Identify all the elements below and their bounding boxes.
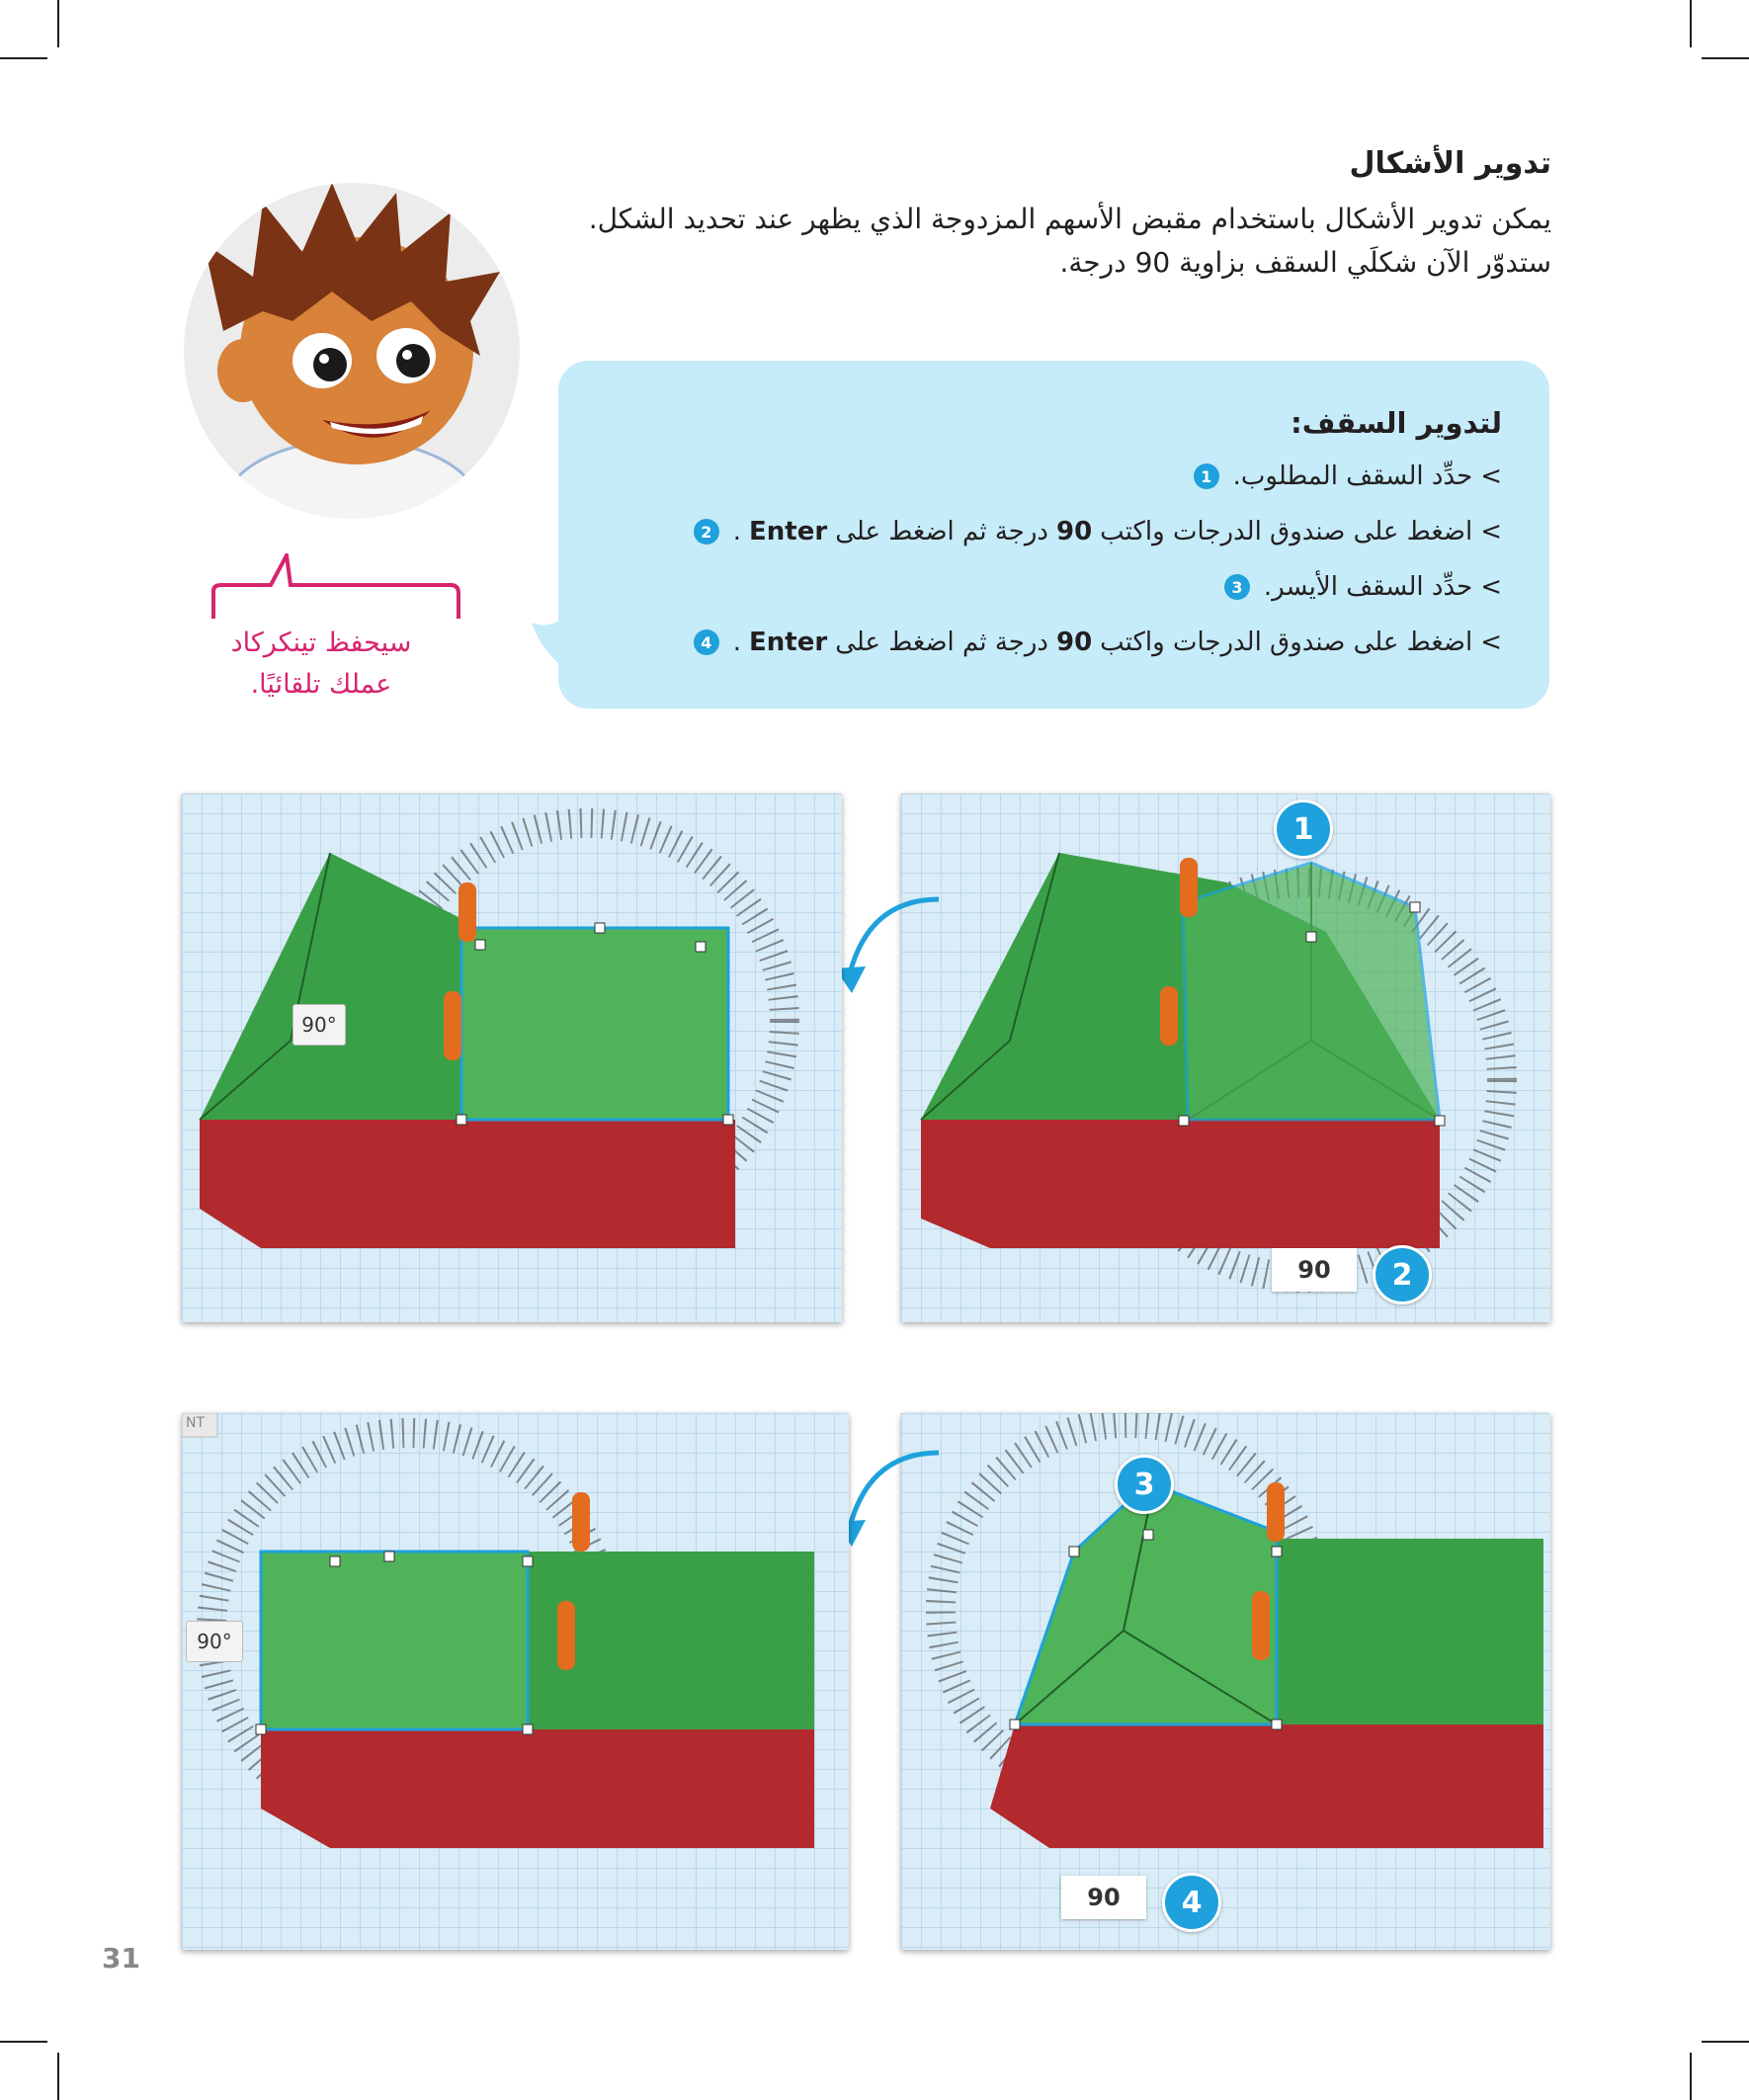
degree-input-box[interactable]: 90 — [1272, 1248, 1357, 1292]
screenshot-step1-2 — [901, 794, 1550, 1322]
step-text: اضغط على صندوق الدرجات واكتب — [1100, 517, 1473, 546]
step-callout: 3 — [1115, 1455, 1174, 1514]
angle-label: 90° — [186, 1621, 243, 1662]
crop-mark — [0, 2041, 47, 2043]
step-number-badge: 4 — [694, 630, 719, 655]
crop-mark — [1702, 2041, 1749, 2043]
page-number: 31 — [102, 1942, 140, 1974]
step-punct: . — [732, 517, 742, 546]
step-text: درجة ثم اضغط على — [835, 628, 1048, 657]
step-callout: 1 — [1274, 799, 1333, 859]
tip-line: عملك تلقائيًا. — [250, 669, 392, 700]
step-bold-key: Enter — [749, 517, 828, 546]
step-callout: 2 — [1373, 1245, 1432, 1304]
tip-text — [188, 623, 455, 706]
curved-arrow-icon — [830, 889, 949, 998]
step-number-badge: 2 — [694, 519, 719, 545]
intro-line: يمكن تدوير الأشكال باستخدام مقبض الأسهم المزدوجة الذي يظهر عند تحديد الشكل. — [588, 203, 1551, 235]
box-tail — [532, 613, 571, 672]
step-bold-value: 90 — [1055, 628, 1093, 657]
tip-line: سيحفظ تينكركاد — [230, 628, 412, 658]
step-text: حدِّد السقف الأيسر. — [1263, 572, 1473, 602]
step-text: درجة ثم اضغط على — [835, 517, 1048, 546]
screenshot-step3-4 — [901, 1413, 1550, 1950]
step-marker: > — [1480, 462, 1502, 491]
step-number-badge: 1 — [1194, 463, 1219, 489]
step-marker: > — [1480, 572, 1502, 602]
section-title: تدوير الأشكال — [1349, 146, 1551, 181]
character-avatar — [184, 183, 520, 519]
instruction-heading: لتدوير السقف: — [1291, 406, 1502, 440]
step-bold-key: Enter — [749, 628, 828, 657]
instruction-box — [558, 361, 1549, 709]
screenshot-rotated-left-roof — [182, 1413, 849, 1950]
angle-label: 90° — [292, 1004, 346, 1046]
section-intro — [366, 198, 1551, 285]
corner-tag: NT — [186, 1415, 206, 1431]
step-text: اضغط على صندوق الدرجات واكتب — [1100, 628, 1473, 657]
crop-mark — [57, 0, 59, 47]
crop-mark — [1702, 57, 1749, 59]
instruction-step — [1224, 572, 1502, 602]
step-marker: > — [1480, 628, 1502, 657]
step-callout: 4 — [1162, 1873, 1221, 1932]
step-marker: > — [1480, 517, 1502, 546]
instruction-step — [694, 517, 1502, 546]
degree-input-box[interactable]: 90 — [1061, 1876, 1146, 1919]
instruction-step — [1194, 462, 1502, 491]
instruction-step — [694, 628, 1502, 657]
crop-mark — [0, 57, 47, 59]
crop-mark — [1690, 0, 1692, 47]
crop-mark — [1690, 2053, 1692, 2100]
step-text: حدِّد السقف المطلوب. — [1232, 462, 1473, 491]
intro-line: ستدوّر الآن شكلَي السقف بزاوية 90 درجة. — [1059, 246, 1551, 279]
speech-bubble-outline — [209, 553, 466, 623]
step-bold-value: 90 — [1055, 517, 1093, 546]
step-number-badge: 3 — [1224, 574, 1250, 600]
step-punct: . — [732, 628, 742, 657]
screenshot-rotated-roof — [182, 794, 842, 1322]
crop-mark — [57, 2053, 59, 2100]
